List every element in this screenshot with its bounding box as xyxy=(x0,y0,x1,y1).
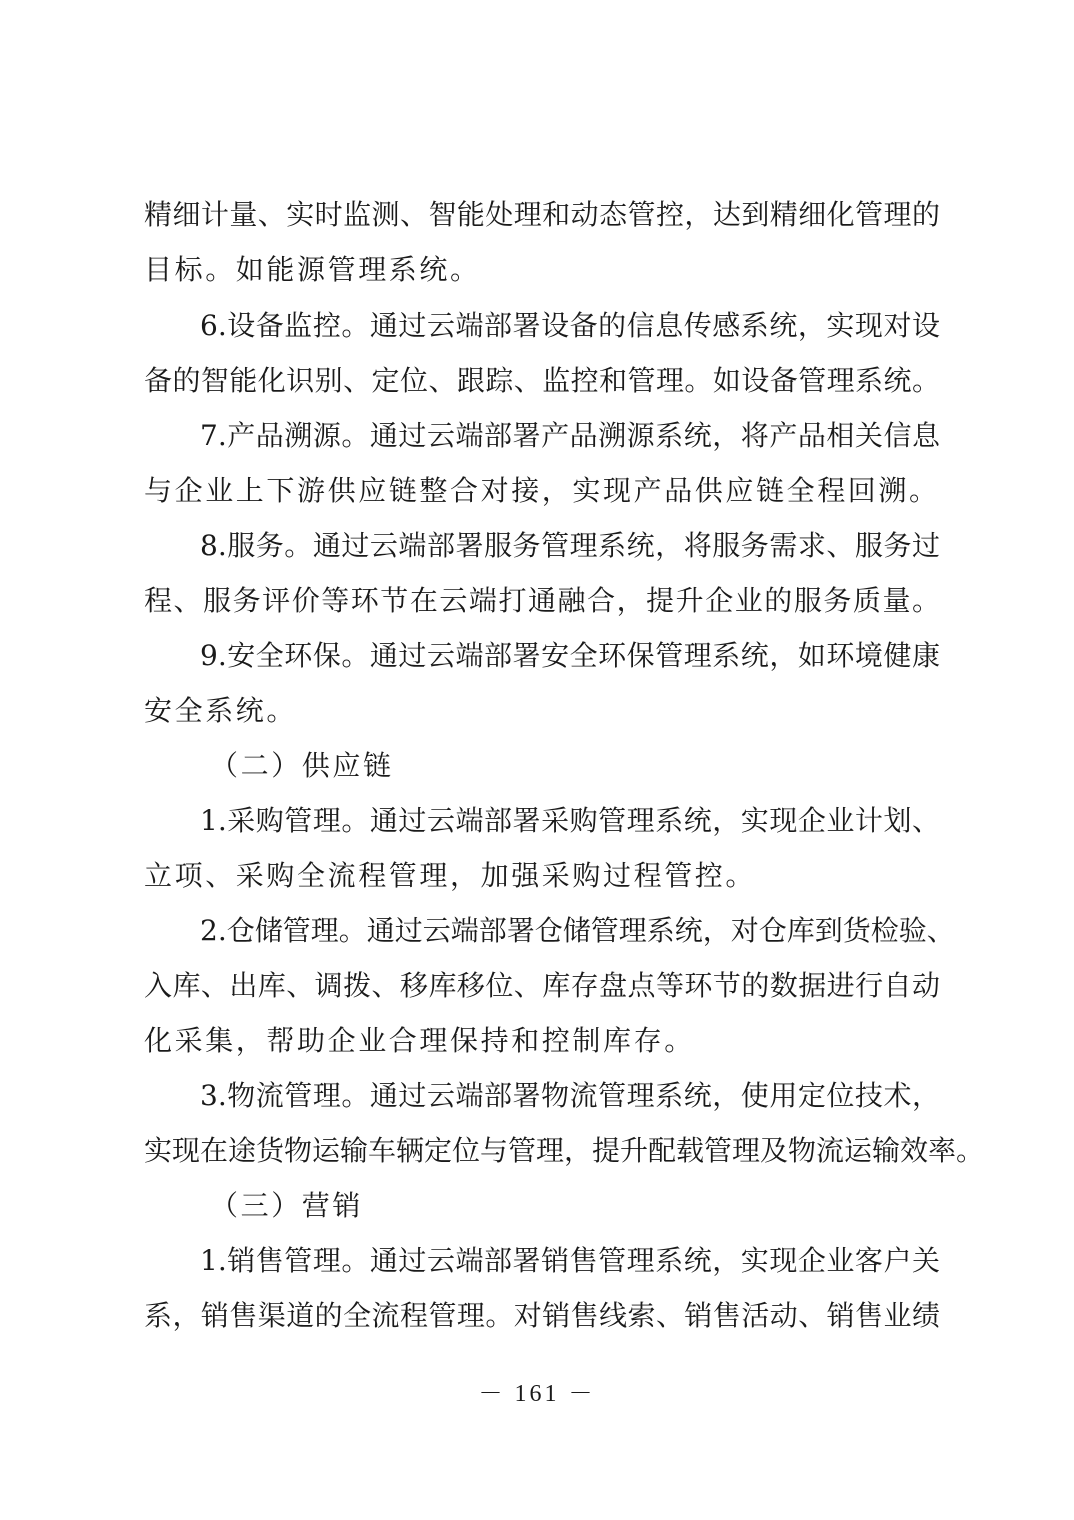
body-line: 立项、采购全流程管理，加强采购过程管控。 xyxy=(144,859,757,892)
section-heading: （二）供应链 xyxy=(210,749,394,782)
body-line: 与企业上下游供应链整合对接，实现产品供应链全程回溯。 xyxy=(144,474,940,507)
body-line: 安全系统。 xyxy=(144,694,298,727)
body-line: 精细计量、实时监测、智能处理和动态管控，达到精细化管理的 xyxy=(144,198,940,231)
section-heading: （三）营销 xyxy=(210,1189,364,1222)
body-line: 程、服务评价等环节在云端打通融合，提升企业的服务质量。 xyxy=(144,584,940,617)
body-line: 备的智能化识别、定位、跟踪、监控和管理。如设备管理系统。 xyxy=(144,364,940,397)
body-line: 入库、出库、调拨、移库移位、库存盘点等环节的数据进行自动 xyxy=(144,969,940,1002)
body-line: 系，销售渠道的全流程管理。对销售线索、销售活动、销售业绩 xyxy=(144,1299,940,1332)
body-line: 6.设备监控。通过云端部署设备的信息传感系统，实现对设 xyxy=(200,309,940,342)
body-line: 9.安全环保。通过云端部署安全环保管理系统，如环境健康 xyxy=(200,639,940,672)
body-line: 7.产品溯源。通过云端部署产品溯源系统，将产品相关信息 xyxy=(200,419,940,452)
page-number: － 161 － xyxy=(478,1381,596,1407)
body-line: 1.销售管理。通过云端部署销售管理系统，实现企业客户关 xyxy=(200,1244,940,1277)
body-line: 3.物流管理。通过云端部署物流管理系统，使用定位技术， xyxy=(200,1079,940,1112)
body-line: 实现在途货物运输车辆定位与管理，提升配载管理及物流运输效率。 xyxy=(144,1134,985,1167)
body-line: 化采集，帮助企业合理保持和控制库存。 xyxy=(144,1024,695,1057)
body-line: 1.采购管理。通过云端部署采购管理系统，实现企业计划、 xyxy=(200,804,940,837)
body-line: 目标。如能源管理系统。 xyxy=(144,253,481,286)
body-line: 2.仓储管理。通过云端部署仓储管理系统，对仓库到货检验、 xyxy=(200,914,955,947)
body-line: 8.服务。通过云端部署服务管理系统，将服务需求、服务过 xyxy=(200,529,940,562)
